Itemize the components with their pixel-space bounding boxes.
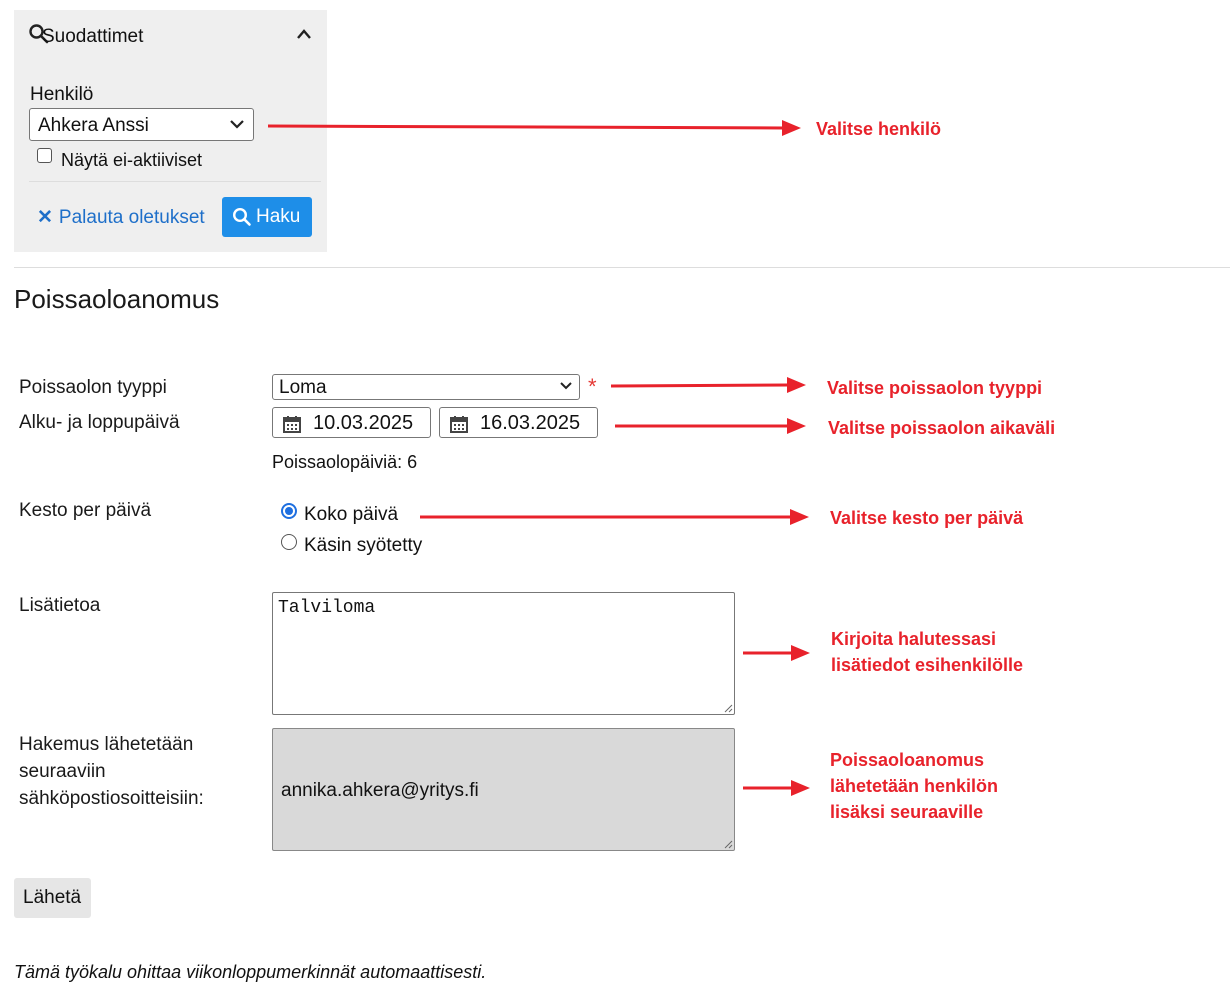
reset-defaults-button[interactable] [37,206,205,229]
annotation-line: lähetetään henkilön [830,776,999,796]
annotation-select-duration: Valitse kesto per päivä [830,508,1024,528]
annotation-arrow [609,376,809,396]
recipients-value: annika.ahkera@yritys.fi [281,780,479,801]
resize-handle-icon[interactable] [724,704,733,713]
send-button[interactable] [14,878,91,918]
annotation-select-range: Valitse poissaolon aikaväli [828,418,1056,438]
person-select-value: Ahkera Anssi [38,115,149,136]
annotation-arrow [741,779,821,799]
close-icon: ✕ [37,207,53,228]
annotation-recipients [830,747,998,825]
required-marker: * [588,374,597,399]
send-button-label: Lähetä [23,887,82,908]
filter-panel-title: Suodattimet [42,26,144,47]
annotation-arrow [613,416,813,436]
reset-defaults-label: Palauta oletukset [58,207,205,228]
dates-label: Alku- ja loppupäivä [19,412,180,433]
calendar-icon [283,415,301,433]
recipients-label-line: seuraaviin [19,761,106,782]
search-icon [232,207,252,227]
resize-handle-icon [724,840,733,849]
show-inactive-label: Näytä ei-aktiiviset [61,150,203,170]
radio-manual-label: Käsin syötetty [304,535,423,556]
chevron-down-icon [229,118,245,130]
annotation-line: lisätiedot esihenkilölle [831,655,1024,675]
chevron-down-icon [559,381,573,391]
radio-full-day-label: Koko päivä [304,504,399,525]
annotation-select-person: Valitse henkilö [816,119,942,139]
annotation-line: Kirjoita halutessasi [831,629,997,649]
end-date-value: 16.03.2025 [480,412,581,434]
recipients-label-line: Hakemus lähetetään [19,734,194,755]
filter-divider [29,181,321,182]
extra-info-label: Lisätietoa [19,595,101,616]
annotation-arrow [741,644,821,664]
extra-info-textarea[interactable] [272,592,735,715]
annotation-line: lisäksi seuraaville [830,802,984,822]
section-divider [14,267,1230,268]
chevron-up-icon[interactable] [296,28,312,40]
absence-type-select[interactable] [272,374,580,400]
extra-info-value: Talviloma [278,598,376,618]
radio-manual[interactable] [281,534,297,550]
annotation-extra-info [831,626,1023,678]
annotation-arrow [266,118,806,138]
recipients-label-line: sähköpostiosoitteisiin: [19,788,204,809]
start-date-value: 10.03.2025 [313,412,414,434]
search-button[interactable] [222,197,312,237]
absence-type-value: Loma [279,377,327,398]
search-button-label: Haku [256,206,301,227]
annotation-select-type: Valitse poissaolon tyyppi [827,378,1043,398]
show-inactive-checkbox[interactable] [37,148,52,163]
footnote: Tämä työkalu ohittaa viikonloppumerkinnät automaattisesti. [14,962,487,982]
end-date-input[interactable] [439,407,598,438]
absence-type-label: Poissaolon tyyppi [19,377,167,398]
recipients-label [19,731,204,812]
recipients-field [272,728,735,851]
calendar-icon [450,415,468,433]
person-label: Henkilö [30,84,94,105]
absence-days-count: Poissaolopäiviä: 6 [272,452,418,472]
start-date-input[interactable] [272,407,431,438]
person-select[interactable] [29,108,254,141]
annotation-arrow [418,508,818,528]
annotation-line: Poissaoloanomus [830,750,985,770]
duration-label: Kesto per päivä [19,500,152,521]
page-title: Poissaoloanomus [14,284,220,314]
radio-full-day[interactable] [281,503,297,519]
